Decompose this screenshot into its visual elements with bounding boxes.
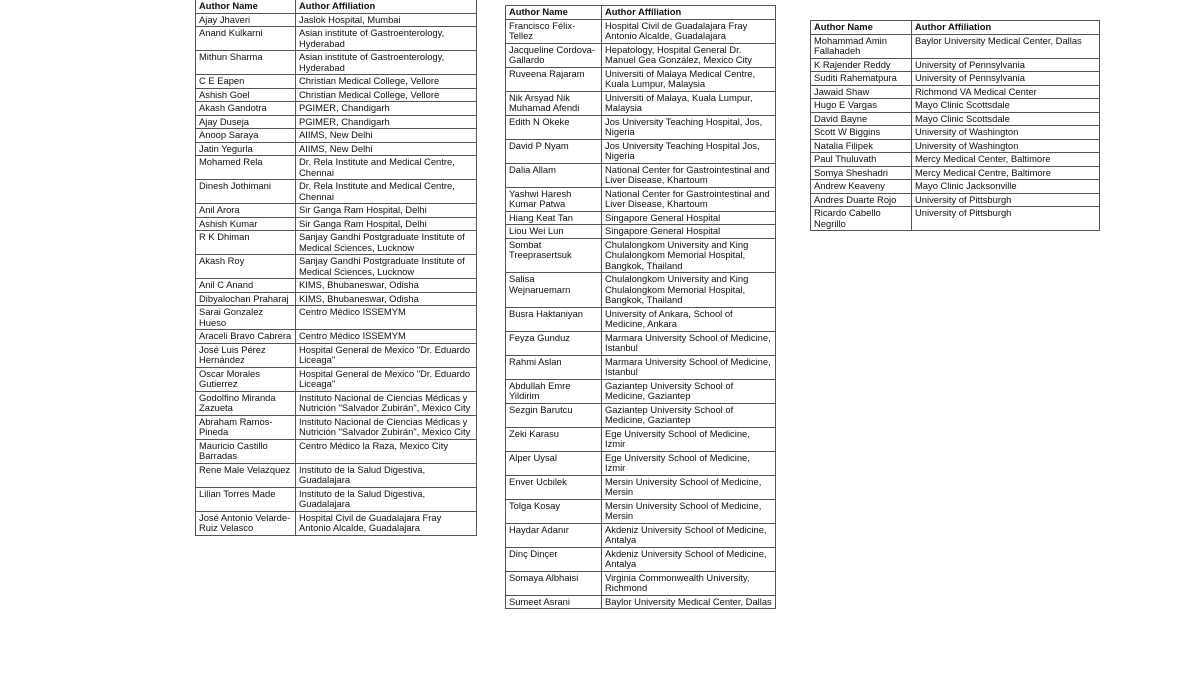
table-row <box>196 156 477 180</box>
author-name-cell: Anand Kulkarni <box>196 27 296 51</box>
table-row <box>196 306 477 330</box>
table-body <box>196 13 477 535</box>
author-table-3 <box>810 20 1100 231</box>
author-name-cell: Lilian Torres Made <box>196 487 296 511</box>
author-name-cell: Dinç Dinçer <box>506 547 602 571</box>
table-row <box>811 166 1100 180</box>
table-header-row <box>506 6 776 20</box>
author-affiliation-cell: Asian institute of Gastroenterology, Hyderabad <box>296 27 477 51</box>
table-row <box>196 129 477 143</box>
table-row <box>506 427 776 451</box>
table-row <box>506 187 776 211</box>
author-name-cell: Mauricio Castillo Barradas <box>196 439 296 463</box>
table-row <box>811 34 1100 58</box>
author-name-cell: Jawaid Shaw <box>811 85 912 99</box>
author-name-cell: Rahmi Aslan <box>506 355 602 379</box>
table-row <box>506 139 776 163</box>
author-affiliation-cell: AIIMS, New Delhi <box>296 142 477 156</box>
author-affiliation-cell: Instituto de la Salud Digestiva, Guadalajara <box>296 487 477 511</box>
author-name-cell: C E Eapen <box>196 75 296 89</box>
author-name-cell: Busra Haktaniyan <box>506 307 602 331</box>
author-affiliation-cell: Universiti of Malaya, Kuala Lumpur, Malaysia <box>602 91 776 115</box>
author-affiliation-cell: Christian Medical College, Vellore <box>296 88 477 102</box>
author-affiliation-cell: PGIMER, Chandigarh <box>296 102 477 116</box>
table-row <box>196 13 477 27</box>
author-name-cell: Dinesh Jothimani <box>196 180 296 204</box>
author-affiliation-cell: Ege University School of Medicine, Izmir <box>602 427 776 451</box>
author-affiliation-cell: Christian Medical College, Vellore <box>296 75 477 89</box>
author-affiliation-cell: Mayo Clinic Scottsdale <box>912 99 1100 113</box>
author-affiliation-cell: Virginia Commonwealth University, Richmond <box>602 571 776 595</box>
author-name-cell: R K Dhiman <box>196 231 296 255</box>
author-name-cell: Sezgin Barutcu <box>506 403 602 427</box>
author-affiliation-cell: National Center for Gastrointestinal and Liver Disease, Khartoum <box>602 163 776 187</box>
table-row <box>196 51 477 75</box>
author-name-cell: Ashish Goel <box>196 88 296 102</box>
table-row <box>196 231 477 255</box>
table-row <box>196 330 477 344</box>
author-name-cell: Oscar Morales Gutierrez <box>196 367 296 391</box>
table-row <box>506 115 776 139</box>
table-row <box>506 331 776 355</box>
author-affiliation-cell: Marmara University School of Medicine, Istanbul <box>602 331 776 355</box>
author-name-header: Author Name <box>506 6 602 20</box>
table-row <box>811 112 1100 126</box>
author-affiliation-cell: AIIMS, New Delhi <box>296 129 477 143</box>
author-affiliation-cell: Centro Médico ISSEMYM <box>296 330 477 344</box>
table-row <box>811 207 1100 231</box>
table-row <box>506 547 776 571</box>
author-name-cell: Somaya Albhaisi <box>506 571 602 595</box>
author-affiliation-cell: Ege University School of Medicine, Izmir <box>602 451 776 475</box>
author-name-cell: Ricardo Cabello Negrillo <box>811 207 912 231</box>
author-affiliation-cell: Instituto Nacional de Ciencias Médicas y Nutrición "Salvador Zubirán", Mexico City <box>296 415 477 439</box>
author-affiliation-cell: Sir Ganga Ram Hospital, Delhi <box>296 217 477 231</box>
author-name-cell: Akash Roy <box>196 255 296 279</box>
author-name-cell: Jacqueline Cordova-Gallardo <box>506 43 602 67</box>
author-affiliation-cell: Instituto de la Salud Digestiva, Guadalajara <box>296 463 477 487</box>
table-row <box>196 487 477 511</box>
author-affiliation-cell: Dr. Rela Institute and Medical Centre, Chennai <box>296 156 477 180</box>
table-row <box>506 307 776 331</box>
table-row <box>196 180 477 204</box>
author-name-cell: Tolga Kosay <box>506 499 602 523</box>
author-affiliation-cell: PGIMER, Chandigarh <box>296 115 477 129</box>
author-name-cell: Mohammad Amin Fallahadeh <box>811 34 912 58</box>
author-name-cell: Godolfino Miranda Zazueta <box>196 391 296 415</box>
author-affiliation-cell: Hepatology, Hospital General Dr. Manuel Gea González, Mexico City <box>602 43 776 67</box>
table-row <box>196 439 477 463</box>
author-name-cell: Araceli Bravo Cabrera <box>196 330 296 344</box>
author-affiliation-cell: Akdeniz University School of Medicine, Antalya <box>602 547 776 571</box>
author-affiliation-cell: Richmond VA Medical Center <box>912 85 1100 99</box>
author-name-cell: Jatin Yegurla <box>196 142 296 156</box>
table-row <box>506 91 776 115</box>
author-affiliation-cell: Centro Médico la Raza, Mexico City <box>296 439 477 463</box>
table-row <box>196 367 477 391</box>
author-table-1 <box>195 0 477 536</box>
author-affiliation-cell: Marmara University School of Medicine, Istanbul <box>602 355 776 379</box>
author-affiliation-cell: Centro Médico ISSEMYM <box>296 306 477 330</box>
author-name-cell: Feyza Gunduz <box>506 331 602 355</box>
author-name-cell: Hiang Keat Tan <box>506 211 602 225</box>
author-name-cell: Nik Arsyad Nik Muhamad Afendi <box>506 91 602 115</box>
author-name-cell: Suditi Rahematpura <box>811 72 912 86</box>
author-name-cell: Anil Arora <box>196 204 296 218</box>
author-affiliation-cell: University of Pennsylvania <box>912 72 1100 86</box>
table-row <box>506 595 776 609</box>
author-name-cell: Natalia Filipek <box>811 139 912 153</box>
table-row <box>811 180 1100 194</box>
table-row <box>196 75 477 89</box>
author-name-cell: Ashish Kumar <box>196 217 296 231</box>
table-row <box>506 238 776 273</box>
table-row <box>506 67 776 91</box>
table-row <box>506 211 776 225</box>
author-affiliation-cell: Chulalongkom University and King Chulalongkom Memorial Hospital, Bangkok, Thailand <box>602 273 776 308</box>
author-name-cell: Dalia Allam <box>506 163 602 187</box>
author-affiliation-cell: University of Washington <box>912 139 1100 153</box>
table-row <box>196 255 477 279</box>
author-name-cell: Ajay Duseja <box>196 115 296 129</box>
table-row <box>506 499 776 523</box>
author-name-cell: Dibyalochan Praharaj <box>196 292 296 306</box>
author-affiliation-cell: Singapore General Hospital <box>602 211 776 225</box>
table-row <box>506 163 776 187</box>
author-affiliation-cell: Chulalongkom University and King Chulalongkom Memorial Hospital, Bangkok, Thailand <box>602 238 776 273</box>
author-name-cell: Sarai Gonzalez Hueso <box>196 306 296 330</box>
author-affiliation-cell: Jos University Teaching Hospital Jos, Nigeria <box>602 139 776 163</box>
author-name-cell: Andrew Keaveny <box>811 180 912 194</box>
table-row <box>506 403 776 427</box>
table-row <box>506 43 776 67</box>
author-name-cell: Ruveena Rajaram <box>506 67 602 91</box>
author-affiliation-cell: University of Ankara, School of Medicine, Ankara <box>602 307 776 331</box>
author-affiliation-cell: Baylor University Medical Center, Dallas <box>602 595 776 609</box>
author-affiliation-cell: Asian institute of Gastroenterology, Hyderabad <box>296 51 477 75</box>
author-affiliation-cell: Hospital General de Mexico "Dr. Eduardo Liceaga" <box>296 367 477 391</box>
table-header-row <box>196 0 477 13</box>
author-name-cell: Abraham Ramos-Pineda <box>196 415 296 439</box>
author-affiliation-cell: Akdeniz University School of Medicine, Antalya <box>602 523 776 547</box>
author-affiliation-cell: Hospital Civil de Guadalajara Fray Antonio Alcalde, Guadalajara <box>602 19 776 43</box>
author-table-2 <box>505 5 776 609</box>
author-name-cell: Liou Wei Lun <box>506 225 602 239</box>
table-row <box>506 355 776 379</box>
author-affiliation-cell: Sanjay Gandhi Postgraduate Institute of Medical Sciences, Lucknow <box>296 231 477 255</box>
table-row <box>811 99 1100 113</box>
table-row <box>811 193 1100 207</box>
author-name-cell: José Luis Pérez Hernández <box>196 343 296 367</box>
author-name-cell: Edith N Okeke <box>506 115 602 139</box>
author-affiliation-cell: Baylor University Medical Center, Dallas <box>912 34 1100 58</box>
author-name-cell: Sombat Treeprasertsuk <box>506 238 602 273</box>
author-affiliation-cell: Mersin University School of Medicine, Mersin <box>602 475 776 499</box>
author-name-cell: Paul Thuluvath <box>811 153 912 167</box>
table-header-row <box>811 21 1100 35</box>
author-affiliation-cell: Hospital Civil de Guadalajara Fray Antonio Alcalde, Guadalajara <box>296 511 477 535</box>
table-row <box>506 273 776 308</box>
author-affiliation-cell: Hospital General de Mexico "Dr. Eduardo Liceaga" <box>296 343 477 367</box>
table-body <box>506 19 776 609</box>
table-row <box>506 451 776 475</box>
author-affiliation-cell: Mayo Clinic Scottsdale <box>912 112 1100 126</box>
table-row <box>196 292 477 306</box>
author-name-cell: Andres Duarte Rojo <box>811 193 912 207</box>
author-name-cell: Yashwi Haresh Kumar Patwa <box>506 187 602 211</box>
author-name-cell: José Antonio Velarde-Ruiz Velasco <box>196 511 296 535</box>
table-row <box>196 142 477 156</box>
table-row <box>506 379 776 403</box>
table-row <box>811 85 1100 99</box>
author-affiliation-cell: Jaslok Hospital, Mumbai <box>296 13 477 27</box>
author-affiliation-cell: Singapore General Hospital <box>602 225 776 239</box>
author-affiliation-cell: Sanjay Gandhi Postgraduate Institute of Medical Sciences, Lucknow <box>296 255 477 279</box>
author-name-cell: Mohamed Rela <box>196 156 296 180</box>
author-affiliation-cell: University of Pittsburgh <box>912 193 1100 207</box>
table-row <box>196 102 477 116</box>
author-affiliation-cell: Instituto Nacional de Ciencias Médicas y Nutrición "Salvador Zubirán", Mexico City <box>296 391 477 415</box>
author-name-cell: Ajay Jhaveri <box>196 13 296 27</box>
table-row <box>811 153 1100 167</box>
table-row <box>811 72 1100 86</box>
author-name-cell: Anoop Saraya <box>196 129 296 143</box>
author-affiliation-cell: National Center for Gastrointestinal and Liver Disease, Khartoum <box>602 187 776 211</box>
author-name-header: Author Name <box>196 0 296 13</box>
table-row <box>196 88 477 102</box>
table-row <box>506 475 776 499</box>
author-name-cell: Hugo E Vargas <box>811 99 912 113</box>
author-affiliation-cell: Gaziantep University School of Medicine, Gaziantep <box>602 379 776 403</box>
author-affiliation-header: Author Affiliation <box>912 21 1100 35</box>
table-row <box>196 115 477 129</box>
author-name-cell: K Rajender Reddy <box>811 58 912 72</box>
author-name-cell: Sumeet Asrani <box>506 595 602 609</box>
table-row <box>196 279 477 293</box>
author-affiliation-cell: Mercy Medical Center, Baltimore <box>912 153 1100 167</box>
author-affiliation-cell: Mersin University School of Medicine, Mersin <box>602 499 776 523</box>
author-affiliation-cell: Universiti of Malaya Medical Centre, Kuala Lumpur, Malaysia <box>602 67 776 91</box>
author-affiliation-cell: KIMS, Bhubaneswar, Odisha <box>296 279 477 293</box>
author-affiliation-cell: Gaziantep University School of Medicine, Gaziantep <box>602 403 776 427</box>
table-row <box>196 391 477 415</box>
table-row <box>196 27 477 51</box>
author-name-header: Author Name <box>811 21 912 35</box>
author-affiliation-cell: Sir Ganga Ram Hospital, Delhi <box>296 204 477 218</box>
author-name-cell: Akash Gandotra <box>196 102 296 116</box>
author-name-cell: Rene Male Velazquez <box>196 463 296 487</box>
author-affiliation-cell: University of Pittsburgh <box>912 207 1100 231</box>
author-name-cell: Enver Ucbilek <box>506 475 602 499</box>
author-name-cell: Anil C Anand <box>196 279 296 293</box>
table-row <box>811 126 1100 140</box>
table-row <box>811 58 1100 72</box>
table-row <box>506 523 776 547</box>
author-affiliation-header: Author Affiliation <box>602 6 776 20</box>
author-affiliation-cell: Mayo Clinic Jacksonville <box>912 180 1100 194</box>
author-name-cell: Somya Sheshadri <box>811 166 912 180</box>
author-name-cell: Abdullah Emre Yildirim <box>506 379 602 403</box>
author-affiliation-cell: Jos University Teaching Hospital, Jos, Nigeria <box>602 115 776 139</box>
author-name-cell: Scott W Biggins <box>811 126 912 140</box>
author-name-cell: Mithun Sharma <box>196 51 296 75</box>
author-name-cell: David P Nyam <box>506 139 602 163</box>
author-name-cell: David Bayne <box>811 112 912 126</box>
table-row <box>196 204 477 218</box>
table-row <box>506 571 776 595</box>
author-name-cell: Zeki Karasu <box>506 427 602 451</box>
author-name-cell: Salisa Wejnaruemarn <box>506 273 602 308</box>
author-name-cell: Francisco Félix-Tellez <box>506 19 602 43</box>
table-row <box>196 511 477 535</box>
author-affiliation-header: Author Affiliation <box>296 0 477 13</box>
table-row <box>196 343 477 367</box>
table-row <box>506 19 776 43</box>
table-body <box>811 34 1100 231</box>
table-row <box>196 217 477 231</box>
author-affiliation-cell: University of Washington <box>912 126 1100 140</box>
author-affiliation-cell: KIMS, Bhubaneswar, Odisha <box>296 292 477 306</box>
table-row <box>196 415 477 439</box>
table-row <box>506 225 776 239</box>
author-name-cell: Alper Uysal <box>506 451 602 475</box>
author-affiliation-cell: Mercy Medical Centre, Baltimore <box>912 166 1100 180</box>
author-name-cell: Haydar Adanır <box>506 523 602 547</box>
table-row <box>196 463 477 487</box>
table-row <box>811 139 1100 153</box>
author-affiliation-cell: Dr. Rela Institute and Medical Centre, Chennai <box>296 180 477 204</box>
author-affiliation-cell: University of Pennsylvania <box>912 58 1100 72</box>
